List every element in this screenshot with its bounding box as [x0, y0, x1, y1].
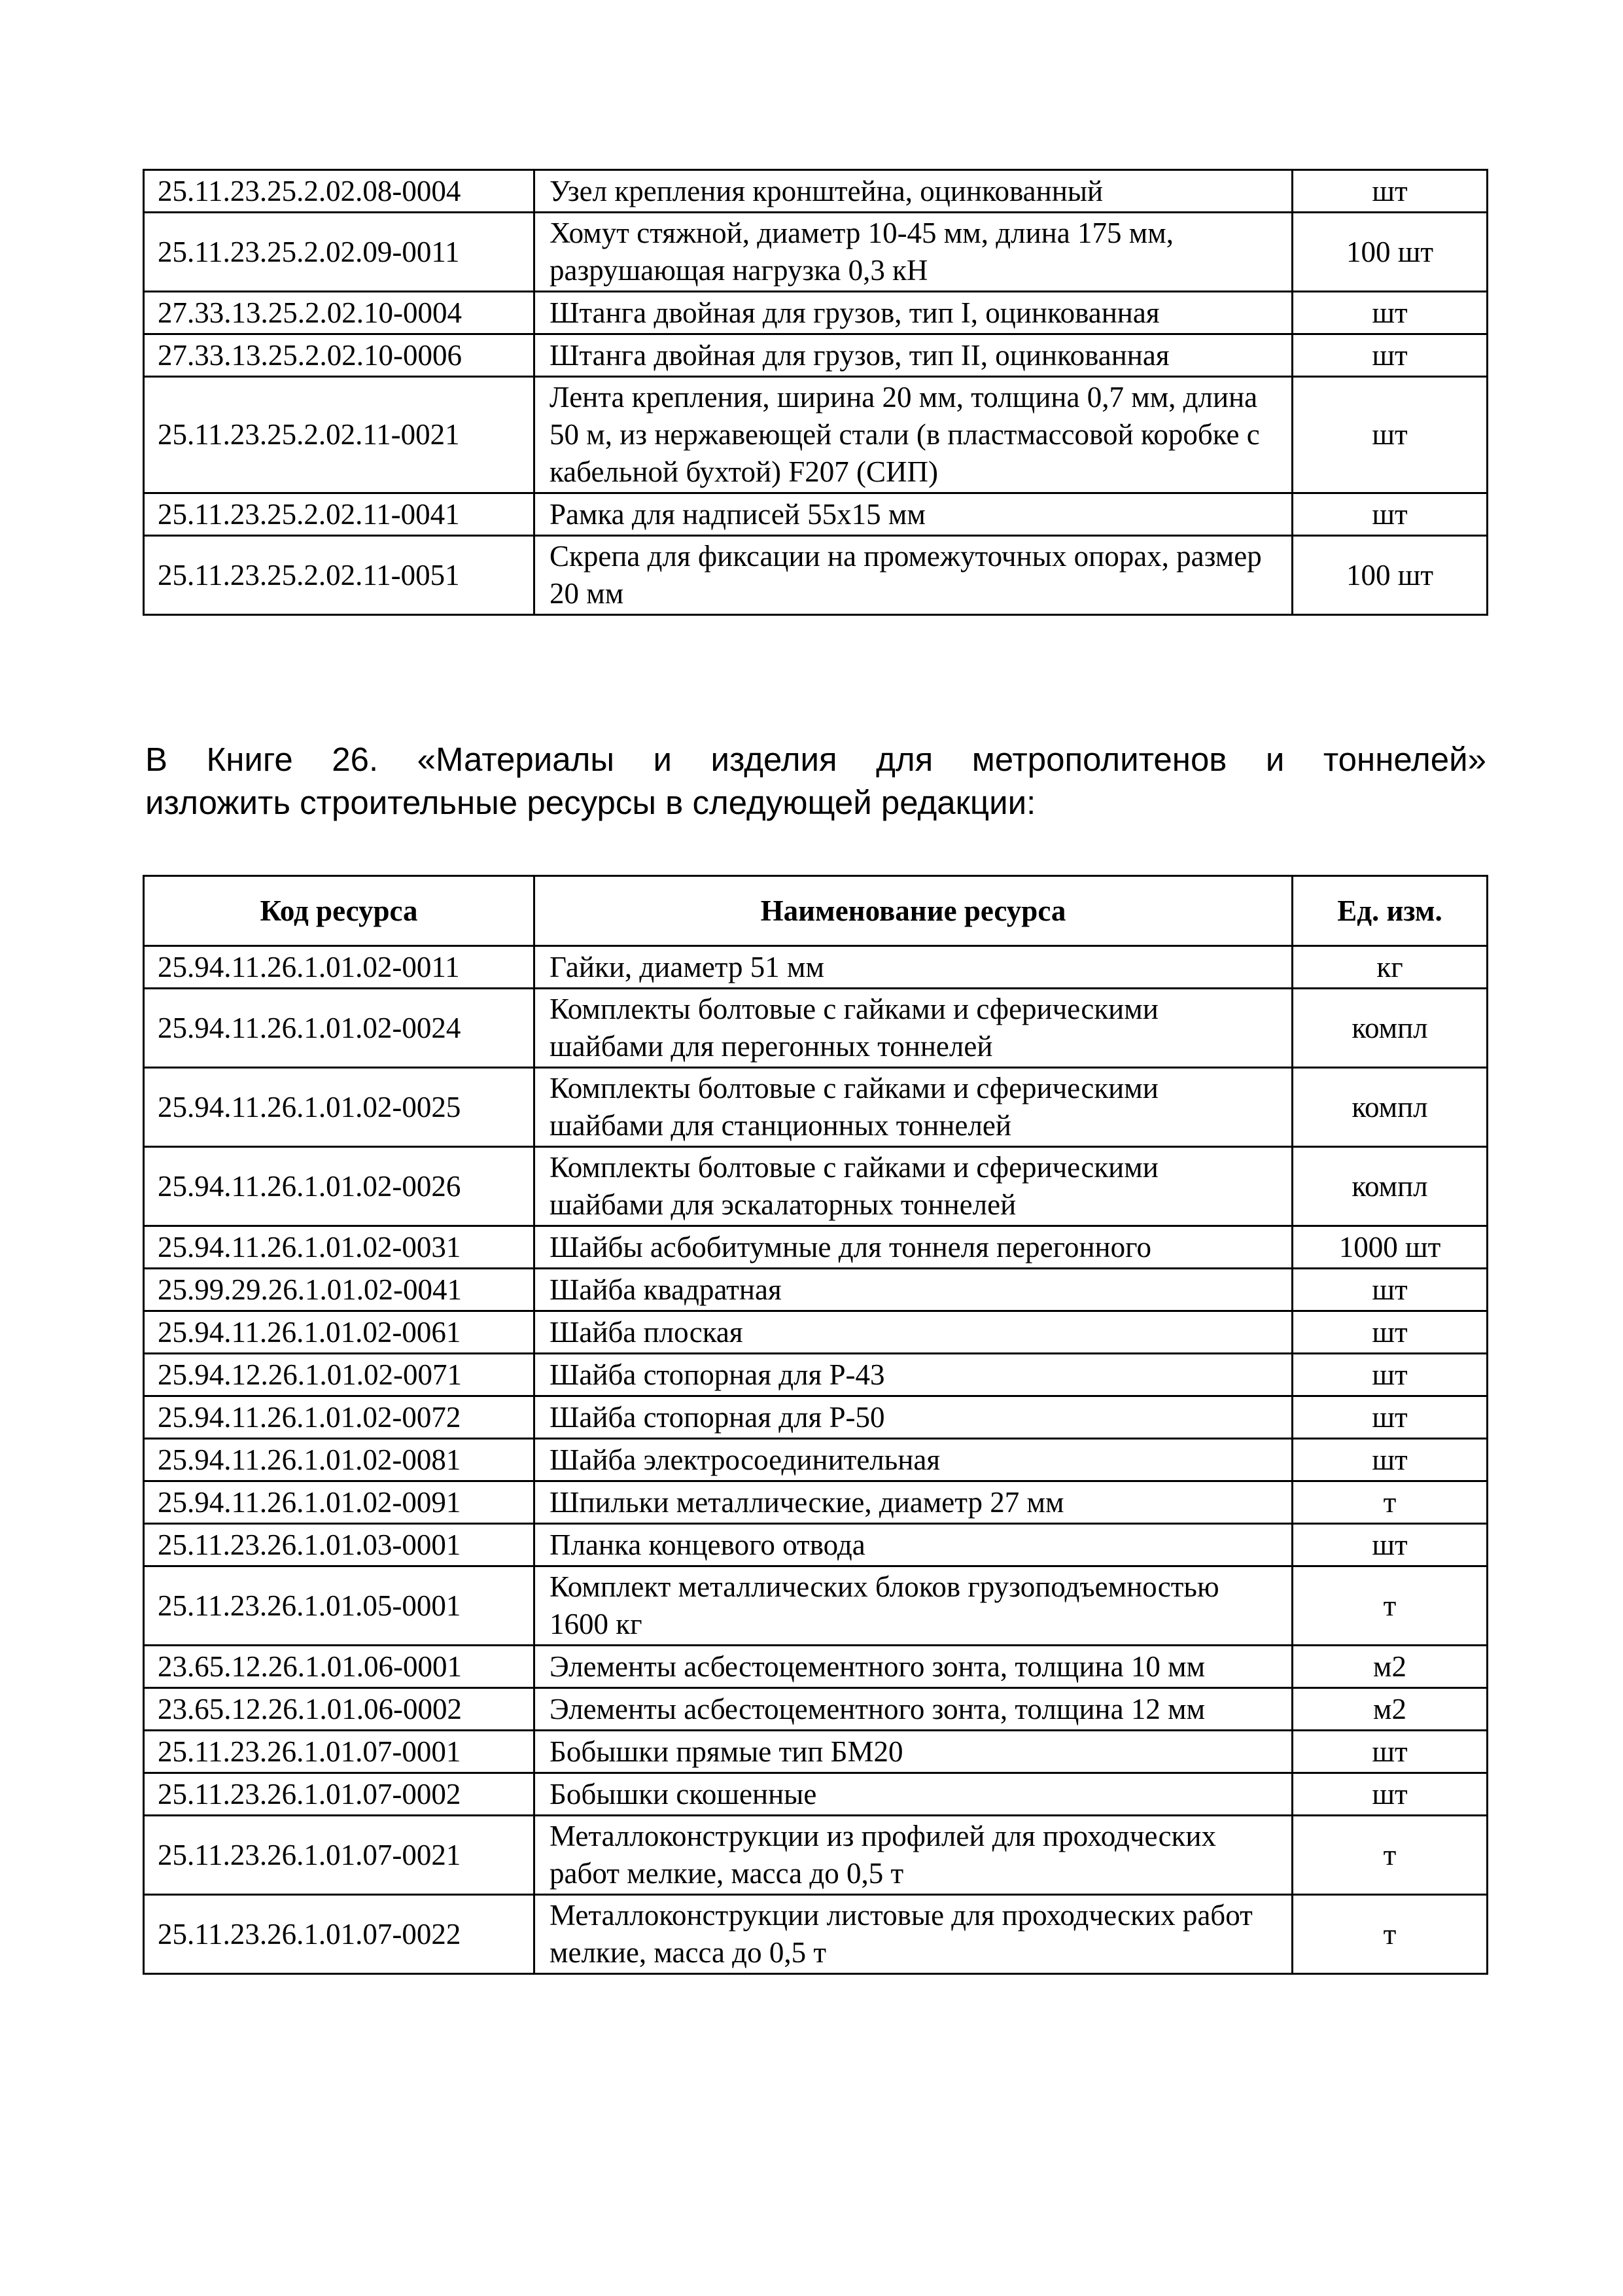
table-row [144, 1147, 1488, 1226]
resource-code-cell: 25.94.11.26.1.01.02-0025 [144, 1068, 534, 1147]
resource-name-cell: Планка концевого отвода [534, 1524, 1293, 1566]
resource-name-cell: Скрепа для фиксации на промежуточных опорах, размер 20 мм [534, 536, 1293, 615]
resource-unit-cell: т [1293, 1895, 1488, 1974]
table-row [144, 1816, 1488, 1895]
resource-code-cell: 25.11.23.25.2.02.08-0004 [144, 170, 534, 213]
column-header-code: Код ресурса [144, 876, 534, 946]
resource-code-cell: 25.94.11.26.1.01.02-0024 [144, 989, 534, 1068]
resource-name-cell: Лента крепления, ширина 20 мм, толщина 0,7 мм, длина 50 м, из нержавеющей стали (в пластмассовой коробке с кабельной бухтой) F207 (СИП) [534, 377, 1293, 493]
resource-name-cell: Металлоконструкции листовые для проходческих работ мелкие, масса до 0,5 т [534, 1895, 1293, 1974]
table-header [144, 876, 1488, 946]
column-header-name: Наименование ресурса [534, 876, 1293, 946]
table-row [144, 1068, 1488, 1147]
resource-code-cell: 23.65.12.26.1.01.06-0001 [144, 1646, 534, 1688]
resource-code-cell: 25.94.11.26.1.01.02-0081 [144, 1439, 534, 1481]
resource-name-cell: Гайки, диаметр 51 мм [534, 946, 1293, 989]
resource-name-cell: Шайба электросоединительная [534, 1439, 1293, 1481]
resource-unit-cell: шт [1293, 1773, 1488, 1816]
table-body [144, 170, 1488, 615]
instruction-paragraph [145, 738, 1486, 824]
table-row [144, 989, 1488, 1068]
resource-name-cell: Узел крепления кронштейна, оцинкованный [534, 170, 1293, 213]
resource-code-cell: 25.11.23.25.2.02.11-0041 [144, 493, 534, 536]
resource-code-cell: 25.11.23.26.1.01.05-0001 [144, 1566, 534, 1646]
resource-unit-cell: м2 [1293, 1688, 1488, 1731]
resource-name-cell: Шайбы асбобитумные для тоннеля перегонного [534, 1226, 1293, 1269]
resource-unit-cell: компл [1293, 1147, 1488, 1226]
resource-name-cell: Шайба стопорная для Р-50 [534, 1396, 1293, 1439]
table-row [144, 493, 1488, 536]
resource-unit-cell: шт [1293, 170, 1488, 213]
table-body [144, 946, 1488, 1974]
table-row [144, 1354, 1488, 1396]
resource-code-cell: 25.11.23.26.1.01.03-0001 [144, 1524, 534, 1566]
resource-unit-cell: шт [1293, 1524, 1488, 1566]
resource-code-cell: 25.94.11.26.1.01.02-0031 [144, 1226, 534, 1269]
table-row [144, 1439, 1488, 1481]
resource-code-cell: 25.94.11.26.1.01.02-0061 [144, 1311, 534, 1354]
resource-unit-cell: т [1293, 1566, 1488, 1646]
resource-unit-cell: шт [1293, 1731, 1488, 1773]
resource-name-cell: Комплекты болтовые с гайками и сферическими шайбами для перегонных тоннелей [534, 989, 1293, 1068]
table-row [144, 1481, 1488, 1524]
resources-table-book-25 [143, 169, 1488, 616]
table-row [144, 1566, 1488, 1646]
table-row [144, 377, 1488, 493]
resource-code-cell: 23.65.12.26.1.01.06-0002 [144, 1688, 534, 1731]
resource-name-cell: Бобышки скошенные [534, 1773, 1293, 1816]
resource-unit-cell: шт [1293, 377, 1488, 493]
resource-code-cell: 25.94.11.26.1.01.02-0072 [144, 1396, 534, 1439]
table-row [144, 292, 1488, 334]
resource-name-cell: Рамка для надписей 55х15 мм [534, 493, 1293, 536]
table-row [144, 213, 1488, 292]
table-row [144, 334, 1488, 377]
resource-unit-cell: шт [1293, 292, 1488, 334]
resource-code-cell: 25.11.23.26.1.01.07-0021 [144, 1816, 534, 1895]
resource-unit-cell: т [1293, 1481, 1488, 1524]
resource-code-cell: 25.99.29.26.1.01.02-0041 [144, 1269, 534, 1311]
resource-code-cell: 25.11.23.25.2.02.11-0021 [144, 377, 534, 493]
table-row [144, 1646, 1488, 1688]
resource-unit-cell: шт [1293, 1396, 1488, 1439]
table-row [144, 170, 1488, 213]
resource-code-cell: 25.94.12.26.1.01.02-0071 [144, 1354, 534, 1396]
table-row [144, 1731, 1488, 1773]
resource-code-cell: 25.11.23.26.1.01.07-0002 [144, 1773, 534, 1816]
resource-code-cell: 25.94.11.26.1.01.02-0011 [144, 946, 534, 989]
table-row [144, 1269, 1488, 1311]
resource-unit-cell: компл [1293, 989, 1488, 1068]
resource-unit-cell: шт [1293, 334, 1488, 377]
resource-name-cell: Шайба стопорная для Р-43 [534, 1354, 1293, 1396]
header-row [144, 876, 1488, 946]
resource-unit-cell: шт [1293, 1269, 1488, 1311]
resource-unit-cell: 1000 шт [1293, 1226, 1488, 1269]
resource-name-cell: Бобышки прямые тип БМ20 [534, 1731, 1293, 1773]
resource-code-cell: 27.33.13.25.2.02.10-0004 [144, 292, 534, 334]
paragraph-line-2: изложить строительные ресурсы в следующей редакции: [145, 784, 1036, 821]
resource-name-cell: Штанга двойная для грузов, тип II, оцинкованная [534, 334, 1293, 377]
resource-name-cell: Штанга двойная для грузов, тип I, оцинкованная [534, 292, 1293, 334]
resource-name-cell: Комплект металлических блоков грузоподъемностью 1600 кг [534, 1566, 1293, 1646]
table-row [144, 536, 1488, 615]
table-row [144, 1396, 1488, 1439]
table-row [144, 1688, 1488, 1731]
resource-name-cell: Комплекты болтовые с гайками и сферическими шайбами для станционных тоннелей [534, 1068, 1293, 1147]
resource-unit-cell: шт [1293, 1439, 1488, 1481]
table-row [144, 1895, 1488, 1974]
resource-unit-cell: т [1293, 1816, 1488, 1895]
resources-table-book-26 [143, 875, 1488, 1975]
resource-name-cell: Шпильки металлические, диаметр 27 мм [534, 1481, 1293, 1524]
resource-name-cell: Шайба плоская [534, 1311, 1293, 1354]
resource-name-cell: Шайба квадратная [534, 1269, 1293, 1311]
resource-code-cell: 25.11.23.26.1.01.07-0001 [144, 1731, 534, 1773]
resource-name-cell: Хомут стяжной, диаметр 10-45 мм, длина 175 мм, разрушающая нагрузка 0,3 кН [534, 213, 1293, 292]
resource-unit-cell: м2 [1293, 1646, 1488, 1688]
resource-code-cell: 25.94.11.26.1.01.02-0091 [144, 1481, 534, 1524]
table-row [144, 1773, 1488, 1816]
resource-unit-cell: шт [1293, 1311, 1488, 1354]
resource-name-cell: Комплекты болтовые с гайками и сферическими шайбами для эскалаторных тоннелей [534, 1147, 1293, 1226]
resource-name-cell: Металлоконструкции из профилей для проходческих работ мелкие, масса до 0,5 т [534, 1816, 1293, 1895]
table-row [144, 946, 1488, 989]
resource-code-cell: 25.11.23.26.1.01.07-0022 [144, 1895, 534, 1974]
resource-unit-cell: 100 шт [1293, 536, 1488, 615]
resource-unit-cell: шт [1293, 1354, 1488, 1396]
resource-code-cell: 25.11.23.25.2.02.11-0051 [144, 536, 534, 615]
paragraph-line-1: В Книге 26. «Материалы и изделия для метрополитенов и тоннелей» [145, 741, 1486, 778]
table-row [144, 1226, 1488, 1269]
resource-code-cell: 25.94.11.26.1.01.02-0026 [144, 1147, 534, 1226]
resource-name-cell: Элементы асбестоцементного зонта, толщина 12 мм [534, 1688, 1293, 1731]
resource-unit-cell: шт [1293, 493, 1488, 536]
resource-code-cell: 25.11.23.25.2.02.09-0011 [144, 213, 534, 292]
table-row [144, 1311, 1488, 1354]
resource-unit-cell: 100 шт [1293, 213, 1488, 292]
resource-unit-cell: компл [1293, 1068, 1488, 1147]
resource-name-cell: Элементы асбестоцементного зонта, толщина 10 мм [534, 1646, 1293, 1688]
resource-code-cell: 27.33.13.25.2.02.10-0006 [144, 334, 534, 377]
resource-unit-cell: кг [1293, 946, 1488, 989]
table-row [144, 1524, 1488, 1566]
column-header-unit: Ед. изм. [1293, 876, 1488, 946]
